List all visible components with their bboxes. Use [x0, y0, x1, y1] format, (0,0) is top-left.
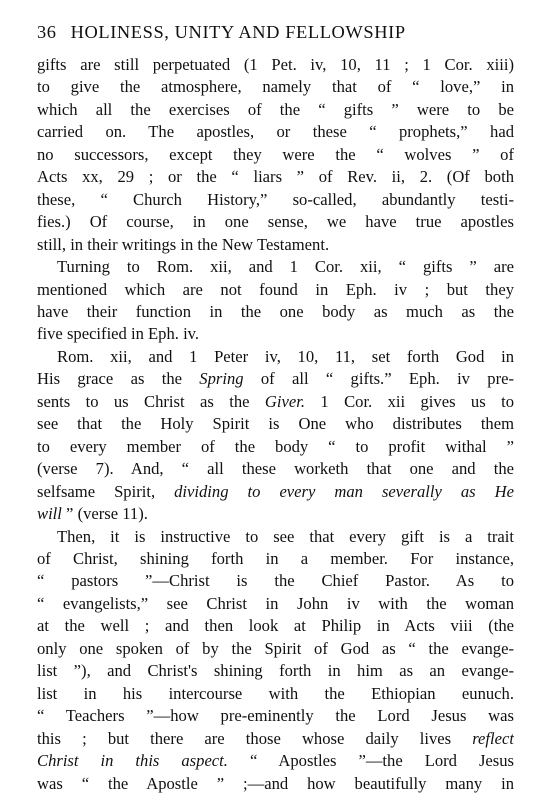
text-run: ” (verse 11).: [61, 504, 148, 524]
text-line: Turning to Rom. xii, and 1 Cor. xii, “ gifts ” are: [57, 257, 514, 277]
text-line: was “ the Apostle ” ;—and how beautifully many in: [37, 773, 514, 793]
italic-text: dividing to every man severally as He: [174, 481, 514, 501]
text-line: carried on. The apostles, or these “ prophets,” had: [37, 122, 514, 142]
text-line: five specified in Eph. iv.: [37, 324, 200, 344]
text-line: (verse 7). And, “ all these worketh that one and the: [37, 459, 514, 479]
text-run: His grace as the: [37, 369, 200, 389]
text-line: [37, 503, 514, 525]
italic-text: Giver.: [264, 391, 305, 411]
text-line: [37, 368, 514, 390]
running-title: HOLINESS, UNITY AND FELLOWSHIP: [70, 22, 406, 42]
page-number: 36: [37, 22, 57, 42]
text-line: still, in their writings in the New Testament.: [37, 234, 330, 254]
text-line: see that the Holy Spirit is One who distributes them: [37, 414, 514, 434]
text-run: 1 Cor. xii gives us to: [304, 391, 514, 411]
body-text: [37, 54, 514, 795]
text-line: to every member of the body “ to profit withal ”: [37, 436, 514, 456]
text-line: list ”), and Christ's shining forth in him as an evange-: [37, 661, 514, 681]
text-line: to give the atmosphere, namely that of “ love,” in: [37, 77, 514, 97]
text-line: “ Teachers ”—how pre-eminently the Lord Jesus was: [37, 706, 514, 726]
text-line: [37, 728, 514, 750]
text-line: [37, 750, 514, 772]
italic-text: Spring: [199, 369, 244, 389]
text-line: these, “ Church History,” so-called, abundantly testi-: [37, 189, 514, 209]
text-line: no successors, except they were the “ wolves ” of: [37, 144, 514, 164]
text-line: at the well ; and then look at Philip in Acts viii (the: [37, 616, 514, 636]
running-header: [37, 22, 514, 54]
text-line: which all the exercises of the “ gifts ” were to be: [37, 99, 514, 119]
text-run: “ Apostles ”—the Lord Jesus: [227, 751, 514, 771]
text-line: Rom. xii, and 1 Peter iv, 10, 11, set forth God in: [57, 346, 514, 366]
text-line: mentioned which are not found in Eph. iv ; but they: [37, 279, 514, 299]
text-line: gifts are still perpetuated (1 Pet. iv, 10, 11 ; 1 Cor. xiii): [37, 55, 514, 74]
text-run: sents to us Christ as the: [37, 391, 265, 411]
text-line: Then, it is instructive to see that every gift is a trait: [57, 526, 514, 546]
italic-text: Christ in this aspect.: [37, 751, 228, 771]
text-line: “ pastors ”—Christ is the Chief Pastor. As to: [37, 571, 514, 591]
text-line: list in his intercourse with the Ethiopian eunuch.: [37, 683, 514, 703]
text-run: of all “ gifts.” Eph. iv pre-: [243, 369, 514, 389]
text-line: “ evangelists,” see Christ in John iv with the woman: [37, 593, 514, 613]
text-run: this ; but there are those whose daily lives: [37, 728, 473, 748]
italic-text: will: [37, 504, 62, 524]
text-run: selfsame Spirit,: [37, 481, 175, 501]
text-line: only one spoken of by the Spirit of God as “ the evange-: [37, 638, 514, 658]
text-line: have their function in the one body as much as the: [37, 301, 514, 321]
text-line: of Christ, shining forth in a member. For instance,: [37, 548, 514, 568]
text-line: fies.) Of course, in one sense, we have true apostles: [37, 212, 514, 232]
book-page: [37, 22, 514, 795]
text-line: [37, 391, 514, 413]
text-line: Acts xx, 29 ; or the “ liars ” of Rev. ii, 2. (Of both: [37, 167, 514, 187]
italic-text: reflect: [472, 728, 514, 748]
text-line: [37, 481, 514, 503]
